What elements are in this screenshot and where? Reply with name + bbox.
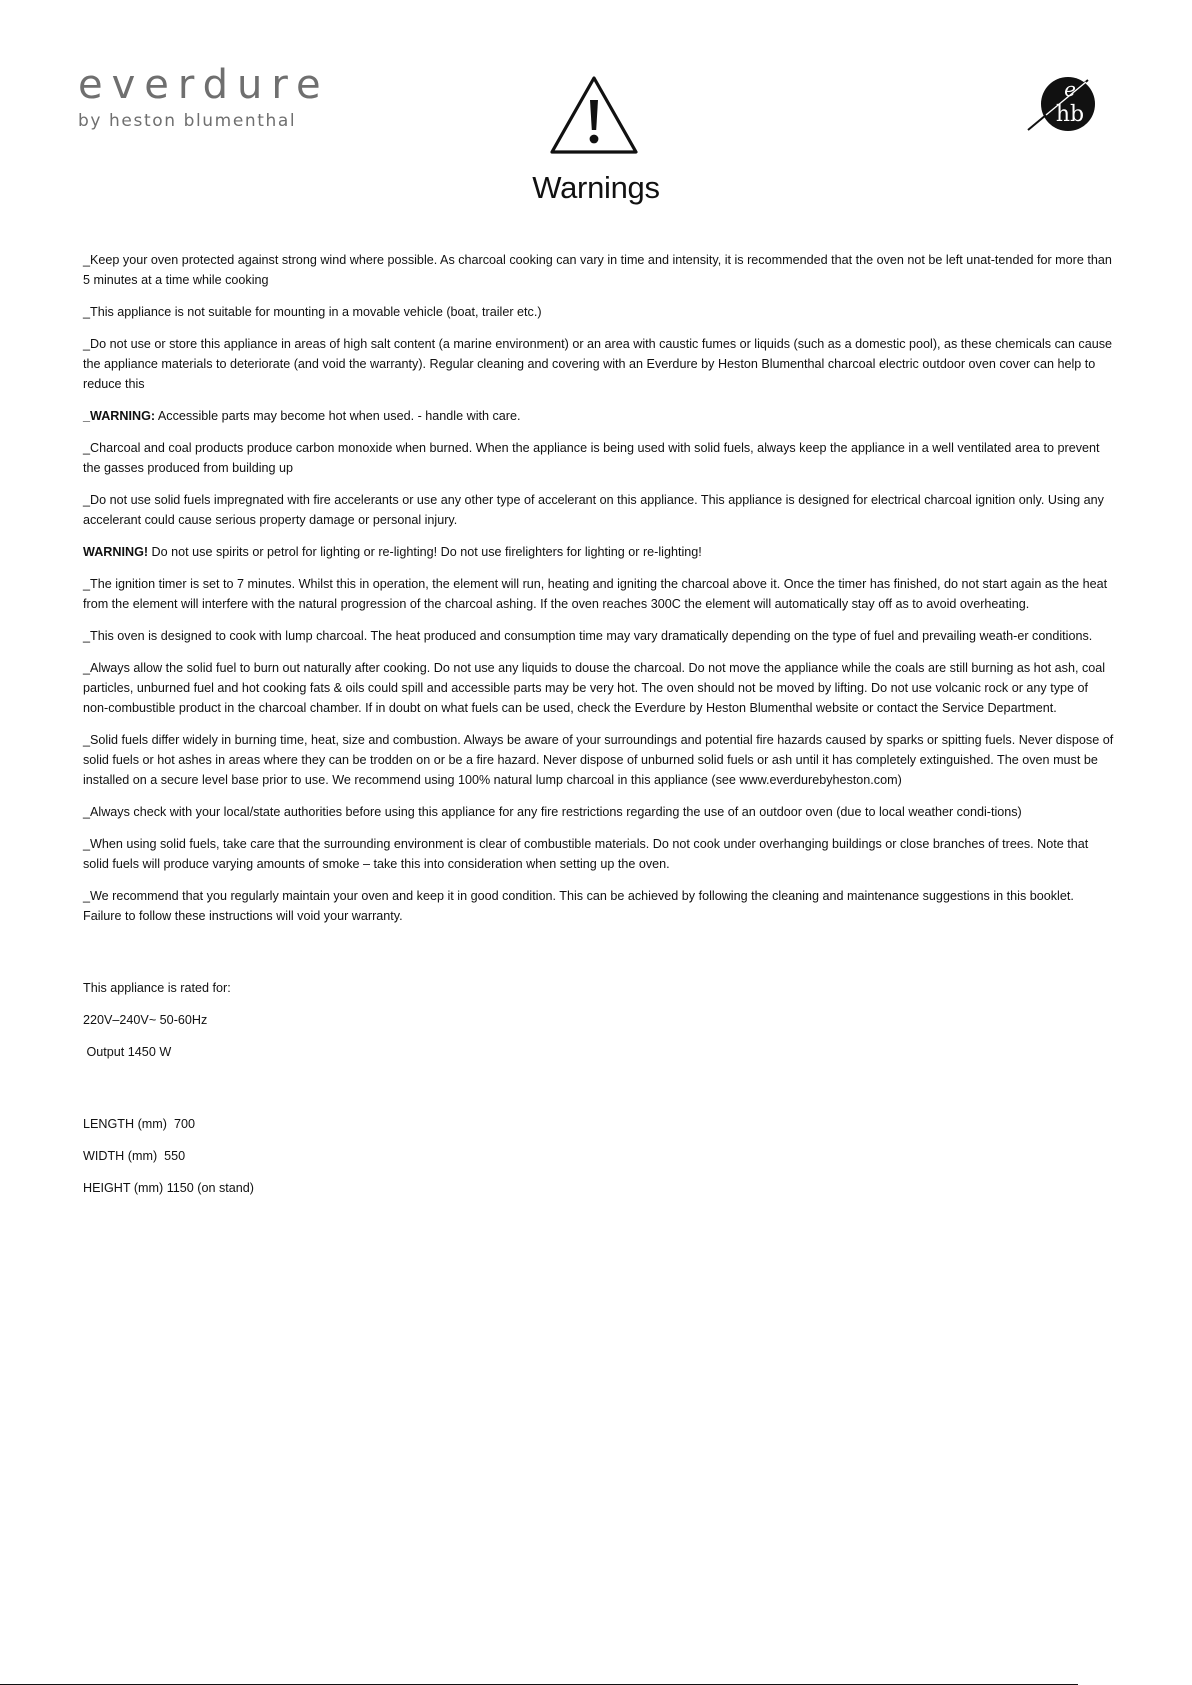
rating-output: Output 1450 W xyxy=(83,1045,172,1059)
warning-paragraph: _WARNING: Accessible parts may become hot when used. - handle with care. xyxy=(83,409,521,423)
warnings-content xyxy=(83,250,1115,1210)
rating-voltage: 220V–240V~ 50-60Hz xyxy=(83,1013,208,1027)
dimension-height: HEIGHT (mm) 1150 (on stand) xyxy=(83,1181,254,1195)
ehb-monogram-logo xyxy=(1026,76,1098,134)
warning-paragraph: _Do not use or store this appliance in areas of high salt content (a marine environment) or an area with caustic fumes or liquids (such as a domestic pool), as these chemicals can cause the appliance materials to deteriorate (and void the warranty). Regular cleaning and covering with an Everdure by Heston Blumenthal charcoal electric outdoor oven cover can help to reduce this xyxy=(83,337,1113,391)
svg-text:hb: hb xyxy=(1055,102,1085,127)
warning-paragraph: WARNING! Do not use spirits or petrol for lighting or re-lighting! Do not use firelighters for lighting or re-lighting! xyxy=(83,545,702,559)
warning-paragraph: _When using solid fuels, take care that the surrounding environment is clear of combustible materials. Do not cook under overhanging buildings or close branches of trees. Note that solid fuels will produce varying amounts of smoke – take this into consideration when setting up the oven. xyxy=(83,837,1089,871)
warning-paragraph: _This appliance is not suitable for mounting in a movable vehicle (boat, trailer etc.) xyxy=(83,305,542,319)
warning-paragraph: _Charcoal and coal products produce carbon monoxide when burned. When the appliance is being used with solid fuels, always keep the appliance in a well ventilated area to prevent the gasses produced from building up xyxy=(83,441,1100,475)
brand-tagline: by heston blumenthal xyxy=(78,111,297,131)
warning-paragraph: _Solid fuels differ widely in burning time, heat, size and combustion. Always be aware of your surroundings and potential fire hazards caused by sparks or spitting fuels. Never dispose of solid fuels or hot ashes in areas where they can be trodden on or be a fire hazard. Never dispose of unburned solid fuels or ash until it has completely extinguished. The oven must be installed on a secure level base prior to use. We recommend using 100% natural lump charcoal in this appliance (see www.everdurebyheston.com) xyxy=(83,733,1114,787)
warning-paragraph: _The ignition timer is set to 7 minutes. Whilst this in operation, the element will run, heating and igniting the charcoal above it. Once the timer has finished, do not start again as the heat from the element will interfere with the natural progression of the charcoal ashing. If the oven reaches 300C the element will automatically stay off as to avoid overheating. xyxy=(83,577,1108,611)
warning-triangle-icon xyxy=(548,74,640,156)
warning-paragraph: _This oven is designed to cook with lump charcoal. The heat produced and consumption time may vary dramatically depending on the type of fuel and prevailing weath-er conditions. xyxy=(83,629,1093,643)
rating-heading: This appliance is rated for: xyxy=(83,981,231,995)
warning-paragraph: _Keep your oven protected against strong wind where possible. As charcoal cooking can vary in time and intensity, it is recommended that the oven not be left unat-tended for more than 5 minutes at a time while cooking xyxy=(83,253,1112,287)
warning-paragraph: _Always check with your local/state authorities before using this appliance for any fire restrictions regarding the use of an outdoor oven (due to local weather condi-tions) xyxy=(83,805,1022,819)
warning-paragraph: _Always allow the solid fuel to burn out naturally after cooking. Do not use any liquids to douse the charcoal. Do not move the appliance while the coals are still burning as hot ash, coal particles, unburned fuel and hot cooking fats & oils could spill and accessible parts may be very hot. The oven should not be moved by lifting. Do not use volcanic rock or any type of non-combustible product in the charcoal chamber. If in doubt on what fuels can be used, check the Everdure by Heston Blumenthal website or contact the Service Department. xyxy=(83,661,1106,715)
dimension-length: LENGTH (mm) 700 xyxy=(83,1117,195,1131)
brand-logo xyxy=(78,62,330,132)
brand-name: everdure xyxy=(78,62,330,108)
page-title: Warnings xyxy=(532,170,660,205)
svg-text:e: e xyxy=(1064,77,1076,101)
warning-paragraph: _Do not use solid fuels impregnated with fire accelerants or use any other type of accelerant on this appliance. This appliance is designed for electrical charcoal ignition only. Using any accelerant could cause serious property damage or personal injury. xyxy=(83,493,1104,527)
dimension-width: WIDTH (mm) 550 xyxy=(83,1149,186,1163)
warning-paragraph: _We recommend that you regularly maintain your oven and keep it in good condition. This can be achieved by following the cleaning and maintenance suggestions in this booklet. Failure to follow these instructions will void your warranty. xyxy=(83,889,1074,923)
